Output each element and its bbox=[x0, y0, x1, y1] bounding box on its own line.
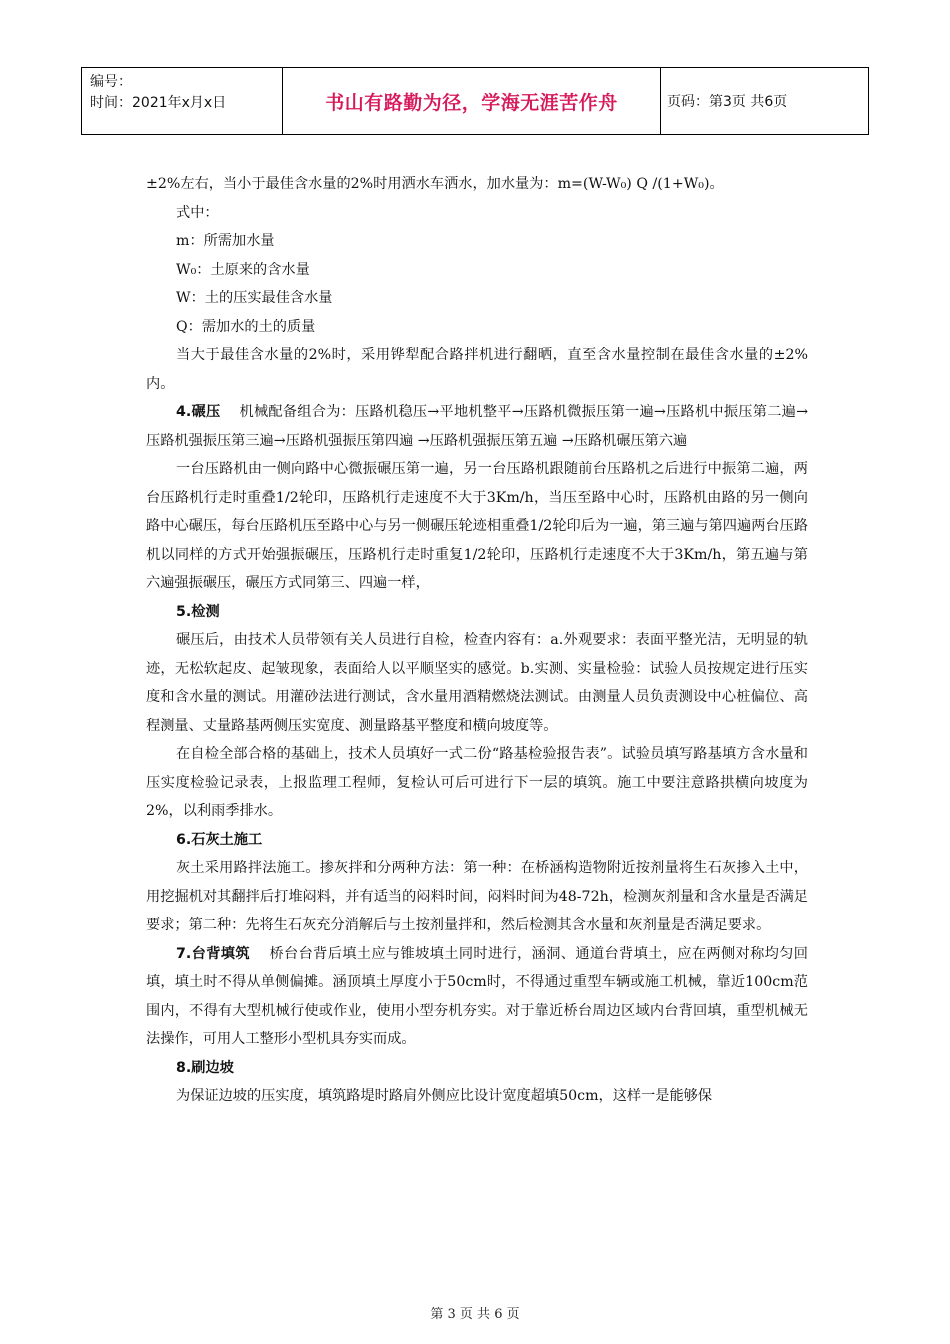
section-heading: 6.石灰土施工 bbox=[176, 831, 263, 848]
document-date-label: 时间：2021年x月x日 bbox=[90, 95, 227, 111]
paragraph: 当大于最佳含水量的2%时，采用铧犁配合路拌机进行翻晒，直至含水量控制在最佳含水量的±2%内。 bbox=[146, 347, 808, 392]
header-page-label: 页码：第3页 共6页 bbox=[667, 94, 788, 110]
paragraph: W₀：土原来的含水量 bbox=[176, 261, 310, 278]
paragraph: 灰土采用路拌法施工。掺灰拌和分两种方法：第一种：在桥涵构造物附近按剂量将生石灰掺入土中，用挖掘机对其翻拌后打堆闷料，并有适当的闷料时间，闷料时间为48-72h，检测灰剂量和含水量是否满足要求；第二种：先将生石灰充分消解后与土按剂量拌和，然后检测其含水量和灰剂量是否满足要求。 bbox=[146, 860, 808, 933]
section-heading: 4.碾压 bbox=[176, 404, 221, 420]
paragraph: 碾压后，由技术人员带领有关人员进行自检，检查内容有：a.外观要求：表面平整光洁，无明显的轨迹，无松软起皮、起皱现象，表面给人以平顺坚实的感觉。b.实测、实量检验：试验人员按规定进行压实度和含水量的测试。用灌砂法进行测试，含水量用酒精燃烧法测试。由测量人员负责测设中心桩偏位、高程测量、丈量路基两侧压实宽度、测量路基平整度和横向坡度等。 bbox=[146, 632, 808, 734]
paragraph: W：土的压实最佳含水量 bbox=[176, 290, 333, 306]
paragraph: 式中： bbox=[176, 204, 219, 221]
paragraph: ±2%左右，当小于最佳含水量的2%时用洒水车洒水，加水量为：m=(W-W₀) Q /(1+W₀)。 bbox=[146, 176, 724, 192]
paragraph: 一台压路机由一侧向路中心微振碾压第一遍，另一台压路机跟随前台压路机之后进行中振第二遍，两台压路机行走时重叠1/2轮印，压路机行走速度不大于3Km/h，当压至路中心时，压路机由路的另一侧向路中心碾压，每台压路机压至路中心与另一侧碾压轮迹相重叠1/2轮印后为一遍，第三遍与第四遍两台压路机以同样的方式开始强振碾压，压路机行走时重复1/2轮印，压路机行走速度不大于3Km/h，第五遍与第六遍强振碾压，碾压方式同第三、四遍一样， bbox=[146, 461, 808, 591]
document-body bbox=[146, 170, 808, 1111]
page-footer: 第 3 页 共 6 页 bbox=[430, 1307, 520, 1322]
header-info-cell bbox=[82, 68, 283, 134]
section-text: 机械配备组合为：压路机稳压→平地机整平→压路机微振压第一遍→压路机中振压第二遍→压路机强振压第三遍→压路机强振压第四遍 →压路机强振压第五遍 →压路机碾压第六遍 bbox=[146, 404, 808, 449]
header-motto: 书山有路勤为径，学海无涯苦作舟 bbox=[283, 68, 661, 134]
section-text: 桥台台背后填土应与锥坡填土同时进行，涵洞、通道台背填土，应在两侧对称均匀回填，填土时不得从单侧偏摊。涵顶填土厚度小于50cm时，不得通过重型车辆或施工机械，靠近100cm范围内，不得有大型机械行使或作业，使用小型夯机夯实。对于靠近桥台周边区域内台背回填，重型机械无法操作，可用人工整形小型机具夯实而成。 bbox=[146, 945, 808, 1047]
section-heading: 8.刷边坡 bbox=[176, 1059, 234, 1076]
paragraph: m：所需加水量 bbox=[176, 233, 275, 249]
paragraph: Q：需加水的土的质量 bbox=[176, 318, 316, 335]
section-heading: 7.台背填筑 bbox=[176, 945, 250, 962]
document-number-label: 编号： bbox=[90, 74, 132, 90]
section-7 bbox=[146, 940, 808, 1054]
paragraph: 在自检全部合格的基础上，技术人员填好一式二份“路基检验报告表”。试验员填写路基填方含水量和压实度检验记录表，上报监理工程师，复检认可后可进行下一层的填筑。施工中要注意路拱横向坡度为2%，以利雨季排水。 bbox=[146, 746, 808, 819]
section-heading: 5.检测 bbox=[176, 603, 220, 620]
section-4 bbox=[146, 398, 808, 455]
page-header bbox=[81, 67, 869, 135]
paragraph: 为保证边坡的压实度，填筑路堤时路肩外侧应比设计宽度超填50cm，这样一是能够保 bbox=[176, 1088, 713, 1104]
